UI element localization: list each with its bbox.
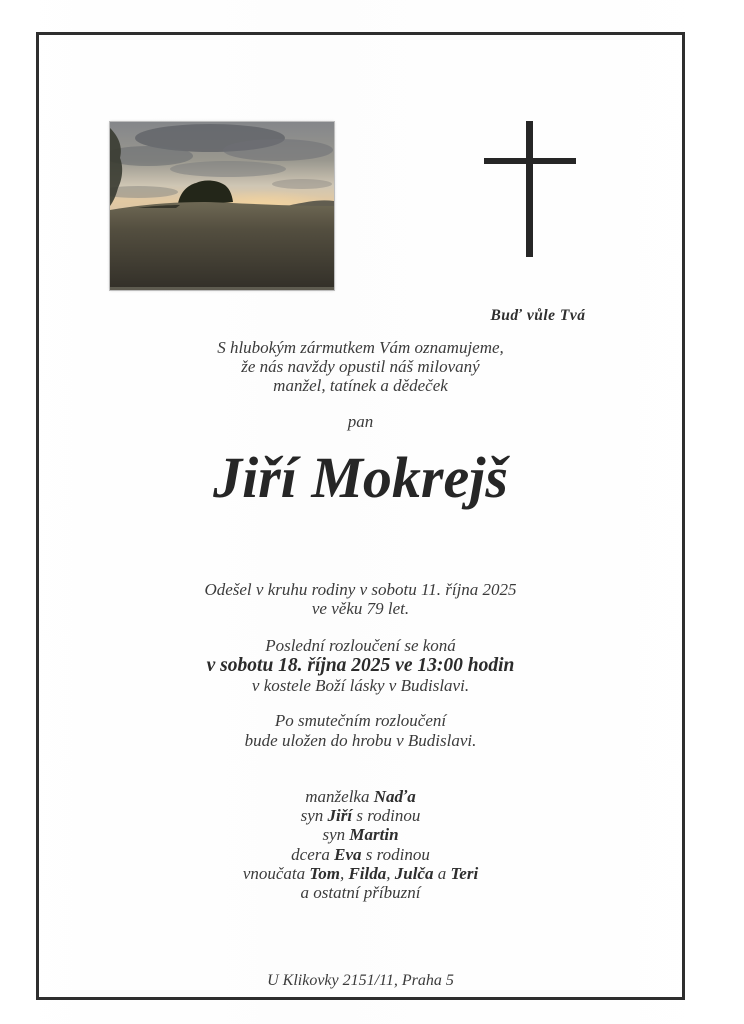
cross-vertical-bar	[526, 121, 533, 257]
burial-line: bude uložen do hrobu v Budislavi.	[244, 731, 477, 750]
announcement-line: S hlubokým zármutkem Vám oznamujeme,	[217, 338, 504, 357]
passing-paragraph	[39, 580, 682, 618]
funeral-home-address: U Klikovky 2151/11, Praha 5	[267, 972, 454, 989]
mourner-line: syn Jiří s rodinou	[300, 806, 421, 826]
announcement-line: že nás navždy opustil náš milovaný	[241, 357, 480, 376]
mourner-line: dcera Eva s rodinou	[291, 844, 430, 864]
title-prefix: pan	[347, 412, 374, 431]
mourner-line: syn Martin	[322, 825, 399, 845]
farewell-line: v kostele Boží lásky v Budislavi.	[251, 676, 470, 695]
latin-cross-icon	[484, 121, 576, 257]
burial-line: Po smutečním rozloučení	[274, 711, 447, 730]
mourner-line: manželka Naďa	[305, 787, 416, 806]
announcement-paragraph	[39, 338, 682, 395]
farewell-date-line: v sobotu 18. října 2025 ve 13:00 hodin	[206, 655, 515, 676]
card-border-frame	[36, 32, 685, 1000]
mourner-line: a ostatní příbuzní	[300, 883, 421, 903]
farewell-paragraph	[39, 636, 682, 696]
announcement-line: manžel, tatínek a dědeček	[273, 376, 448, 395]
mourner-line: vnoučata Tom, Filda, Julča a Teri	[242, 863, 479, 883]
deceased-name: Jiří Mokrejš	[213, 445, 508, 510]
dusk-meadow-illustration	[110, 122, 334, 290]
landscape-photo	[110, 122, 334, 290]
passing-line: ve věku 79 let.	[311, 599, 410, 618]
burial-paragraph	[39, 711, 682, 751]
cross-horizontal-bar	[484, 158, 576, 164]
passing-line: Odešel v kruhu rodiny v sobotu 11. října 2025	[204, 580, 517, 599]
mourners-paragraph	[39, 787, 682, 902]
motto-text: Buď vůle Tvá	[490, 307, 586, 324]
farewell-line: Poslední rozloučení se koná	[265, 636, 456, 655]
